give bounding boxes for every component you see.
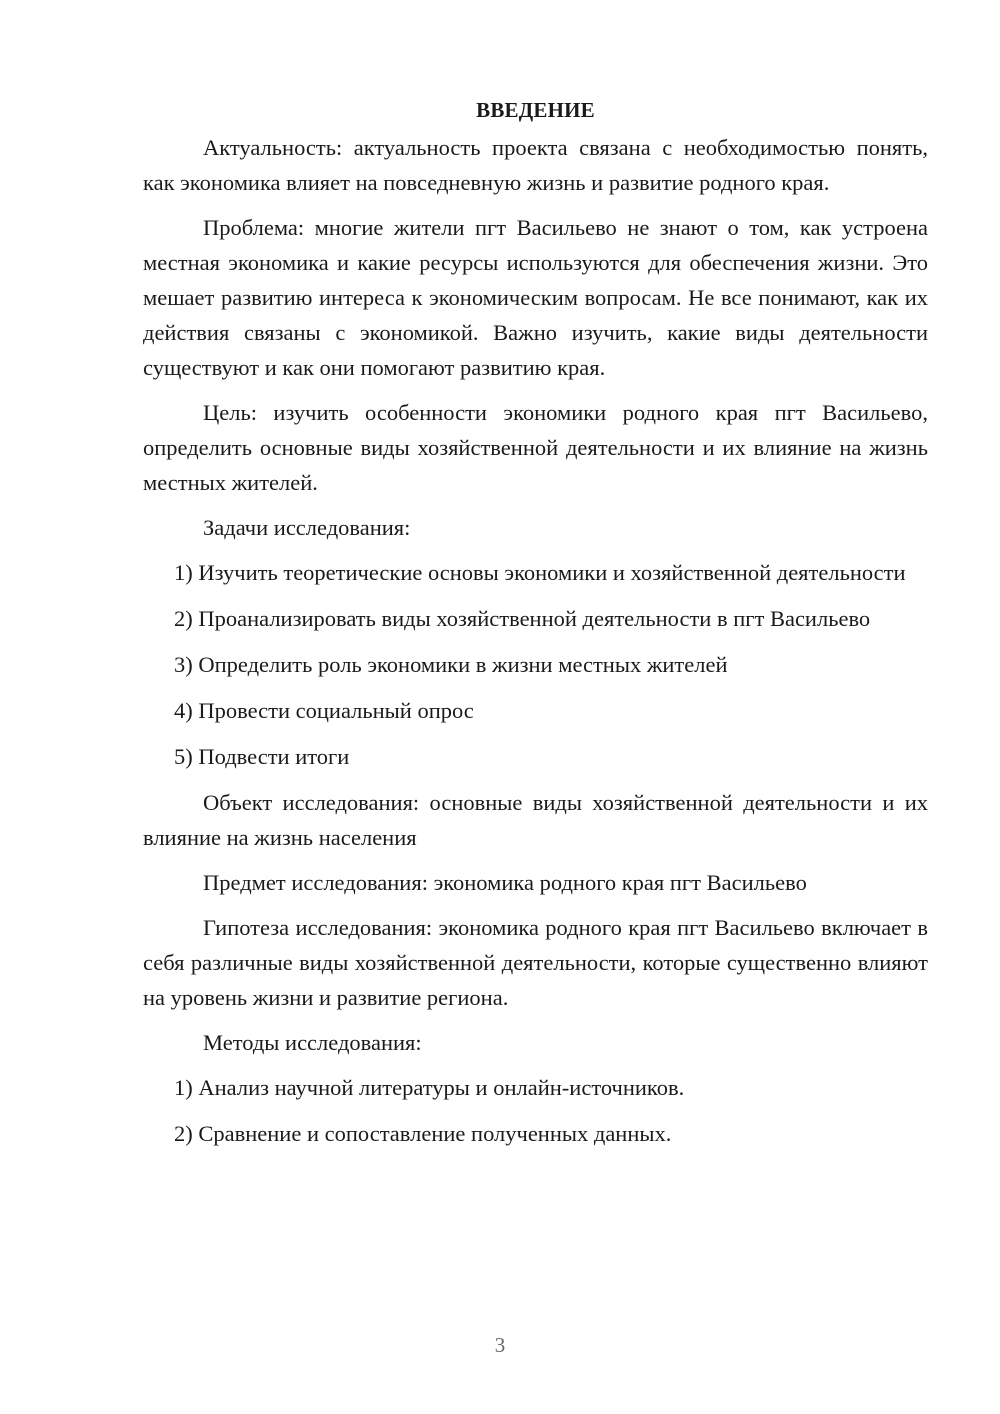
methods-heading: Методы исследования: <box>203 1030 422 1055</box>
task-item: 3) Определить роль экономики в жизни местных жителей <box>174 652 728 677</box>
paragraph-hypothesis: Гипотеза исследования: экономика родного края пгт Васильево включает в себя различные виды хозяйственной деятельности, которые существенно влияют на уровень жизни и развитие региона. <box>143 915 928 1010</box>
paragraph-problem: Проблема: многие жители пгт Васильево не знают о том, как устроена местная экономика и какие ресурсы используются для обеспечения жизни. Это мешает развитию интереса к экономическим вопросам. Не все понимают, как их действия связаны с экономикой. Важно изучить, какие виды деятельности существуют и как они помогают развитию края. <box>143 215 928 380</box>
paragraph-subject: Предмет исследования: экономика родного края пгт Васильево <box>203 870 807 895</box>
document-page <box>143 92 928 1162</box>
task-item: 1) Изучить теоретические основы экономики и хозяйственной деятельности <box>174 560 906 585</box>
method-item: 1) Анализ научной литературы и онлайн-источников. <box>174 1075 685 1100</box>
paragraph-relevance: Актуальность: актуальность проекта связана с необходимостью понять, как экономика влияет на повседневную жизнь и развитие родного края. <box>143 135 928 195</box>
task-item: 2) Проанализировать виды хозяйственной деятельности в пгт Васильево <box>174 606 871 631</box>
paragraph-object: Объект исследования: основные виды хозяйственной деятельности и их влияние на жизнь населения <box>143 790 928 850</box>
task-item: 5) Подвести итоги <box>174 744 350 769</box>
page-number: 3 <box>494 1333 506 1357</box>
section-title: ВВЕДЕНИЕ <box>476 98 595 122</box>
method-item: 2) Сравнение и сопоставление полученных данных. <box>174 1121 672 1146</box>
paragraph-goal: Цель: изучить особенности экономики родного края пгт Васильево, определить основные виды хозяйственной деятельности и их влияние на жизнь местных жителей. <box>143 400 928 495</box>
task-item: 4) Провести социальный опрос <box>174 698 474 723</box>
tasks-heading: Задачи исследования: <box>203 515 411 540</box>
